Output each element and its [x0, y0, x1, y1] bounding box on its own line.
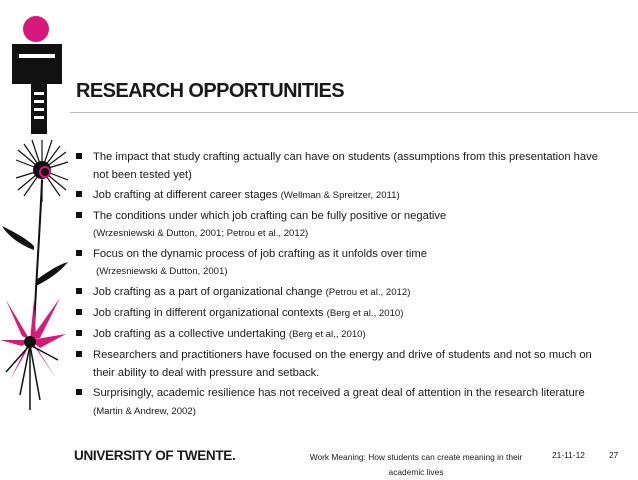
- bullet-marker-icon: [76, 250, 82, 256]
- bullet-marker-icon: [76, 212, 82, 218]
- bullet-citation: (Martin & Andrew, 2002): [93, 406, 196, 417]
- page-number: 27: [609, 450, 619, 460]
- bullet-text: Researchers and practitioners have focused on the energy and drive of students and not so much on their ability to deal with pressure and setback.: [93, 349, 592, 379]
- bullet-marker-icon: [76, 389, 82, 395]
- bullet-item: [74, 283, 614, 302]
- bullet-item: [74, 346, 614, 382]
- bullet-text: Surprisingly, academic resilience has not received a great deal of attention in the research literature: [93, 387, 585, 399]
- bullet-item: [74, 186, 614, 205]
- bullet-marker-icon: [76, 330, 82, 336]
- bullet-citation: (Berg et al., 2010): [288, 329, 366, 340]
- university-logo: UNIVERSITY OF TWENTE.: [74, 448, 236, 463]
- footer-presentation-title: Work Meaning: How students can create meaning in their academic lives: [309, 452, 523, 477]
- bullet-item: [74, 148, 614, 184]
- title-divider: [70, 112, 638, 113]
- bullet-marker-icon: [76, 351, 82, 357]
- bullet-marker-icon: [76, 191, 82, 197]
- bullet-citation: (Berg et al., 2010): [326, 308, 404, 319]
- bullet-marker-icon: [76, 288, 82, 294]
- bullet-text: Job crafting in different organizational contexts: [93, 307, 327, 319]
- bullet-list: [74, 148, 614, 423]
- bullet-citation: (Wrzesniewski & Dutton, 2001; Petrou et al., 2012): [93, 228, 309, 239]
- bullet-item: [74, 325, 614, 344]
- slide-title: RESEARCH OPPORTUNITIES: [76, 80, 344, 102]
- bullet-citation: (Wrzesniewski & Dutton, 2001): [96, 266, 228, 277]
- bullet-text: The impact that study crafting actually can have on students (assumptions from this presentation have not been tested yet): [93, 151, 598, 181]
- bullet-text: Job crafting as a collective undertaking: [93, 328, 289, 340]
- bullet-citation: (Petrou et al., 2012): [325, 287, 411, 298]
- bullet-marker-icon: [76, 309, 82, 315]
- bullet-text: Job crafting as a part of organizational change: [93, 286, 326, 298]
- decorative-graphic: [0, 0, 70, 440]
- bullet-item: [74, 245, 614, 281]
- bullet-item: [74, 304, 614, 323]
- bullet-marker-icon: [76, 153, 82, 159]
- footer-date: 21-11-12: [552, 450, 585, 460]
- bullet-text: Focus on the dynamic process of job crafting as it unfolds over time: [93, 248, 427, 260]
- bullet-citation: (Wellman & Spreitzer, 2011): [280, 190, 400, 201]
- bullet-item: [74, 384, 614, 421]
- bullet-item: [74, 207, 614, 243]
- bullet-text: The conditions under which job crafting can be fully positive or negative: [93, 210, 447, 222]
- bullet-text: Job crafting at different career stages: [93, 189, 281, 201]
